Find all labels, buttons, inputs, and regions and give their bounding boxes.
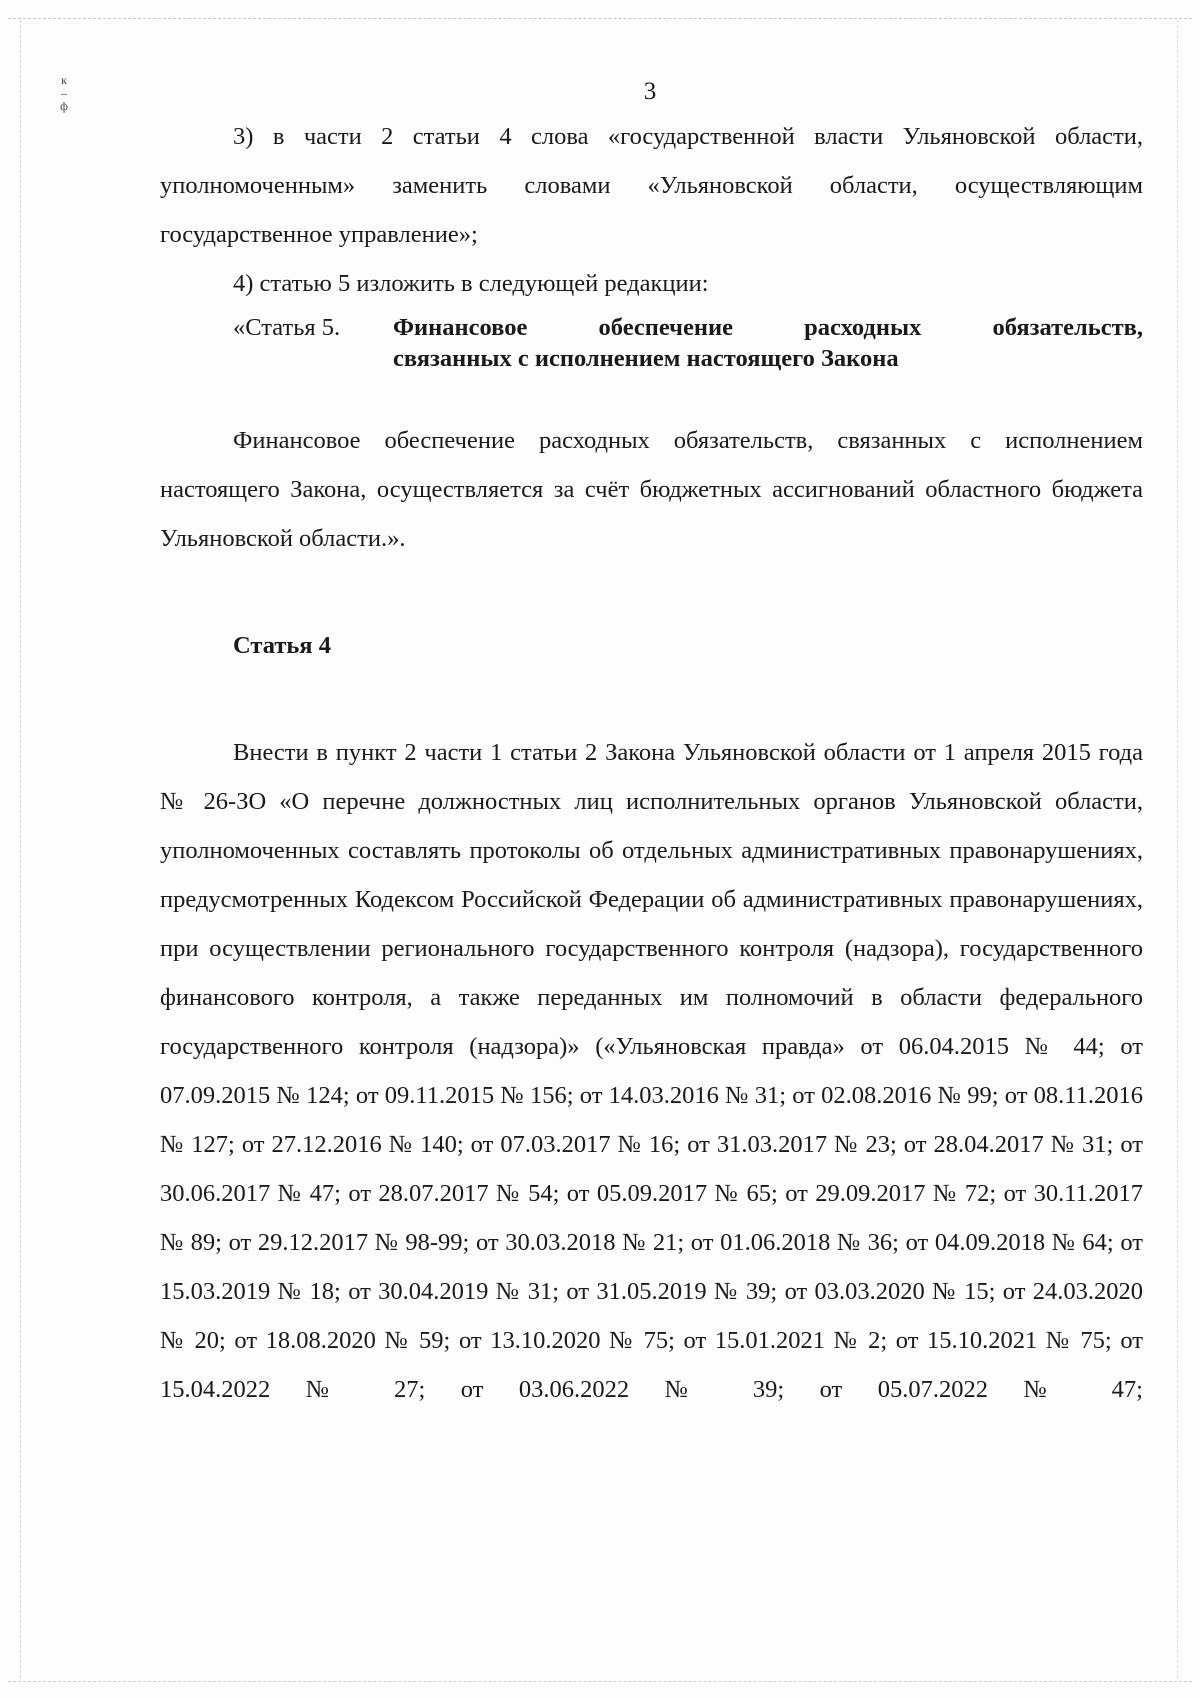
scan-border-bottom [8, 1681, 1192, 1682]
article-4-heading: Статья 4 [233, 632, 331, 659]
page-number: 3 [643, 78, 657, 105]
article-5-text: Финансовое обеспечение расходных обязательств, связанных с исполнением настоящего Закона, осуществляется за счёт бюджетных ассигнований областного бюджета Ульяновской области.». [160, 427, 1143, 552]
paragraph-item-3: 3) в части 2 статьи 4 слова «государственной власти Ульяновской области, уполномоченным» заменить словами «Ульяновской области, осуществляющим государственное управление»; [160, 123, 1143, 248]
article-5-title-line-2: связанных с исполнением настоящего Закона [393, 345, 899, 372]
margin-mark: ф [60, 99, 68, 113]
article-4-text: Внести в пункт 2 части 1 статьи 2 Закона Ульяновской области от 1 апреля 2015 года № 26-ЗО «О перечне должностных лиц исполнительных органов Ульяновской области, уполномоченных составлять протоколы об отдельных административных правонарушениях, предусмотренных Кодексом Российской Федерации об административных правонарушениях, при осуществлении регионального государственного контроля (надзора), государственного финансового контроля, а также переданных им полномочий в области федерального государственного контроля (надзора)» («Ульяновская правда» от 06.04.2015 № 44; от 07.09.2015 № 124; от 09.11.2015 № 156; от 14.03.2016 № 31; от 02.08.2016 № 99; от 08.11.2016 № 127; от 27.12.2016 № 140; от 07.03.2017 № 16; от 31.03.2017 № 23; от 28.04.2017 № 31; от 30.06.2017 № 47; от 28.07.2017 № 54; от 05.09.2017 № 65; от 29.09.2017 № 72; от 30.11.2017 № 89; от 29.12.2017 № 98-99; от 30.03.2018 № 21; от 01.06.2018 № 36; от 04.09.2018 № 64; от 15.03.2019 № 18; от 30.04.2019 № 31; от 31.05.2019 № 39; от 03.03.2020 № 15; от 24.03.2020 № 20; от 18.08.2020 № 59; от 13.10.2020 № 75; от 15.01.2021 № 2; от 15.10.2021 № 75; от 15.04.2022 № 27; от 03.06.2022 № 39; от 05.07.2022 № 47; [160, 739, 1143, 1403]
scan-border-left [20, 20, 21, 1678]
spacer [160, 563, 1143, 621]
paragraph-item-4: 4) статью 5 изложить в следующей редакции: [233, 270, 709, 297]
spacer [160, 374, 1143, 416]
article-5-heading-block [233, 312, 1143, 374]
article-5-title [393, 312, 1143, 374]
article-5-prefix: «Статья 5. [233, 314, 341, 341]
scan-border-right [1177, 20, 1178, 1678]
spacer [160, 670, 1143, 728]
margin-mark: – [61, 86, 67, 100]
article-5-title-line-1: Финансовое обеспечение расходных обязательств, [393, 314, 1143, 341]
margin-mark: к [61, 73, 67, 87]
document-body [160, 112, 1143, 1414]
scan-border-top [8, 18, 1192, 19]
